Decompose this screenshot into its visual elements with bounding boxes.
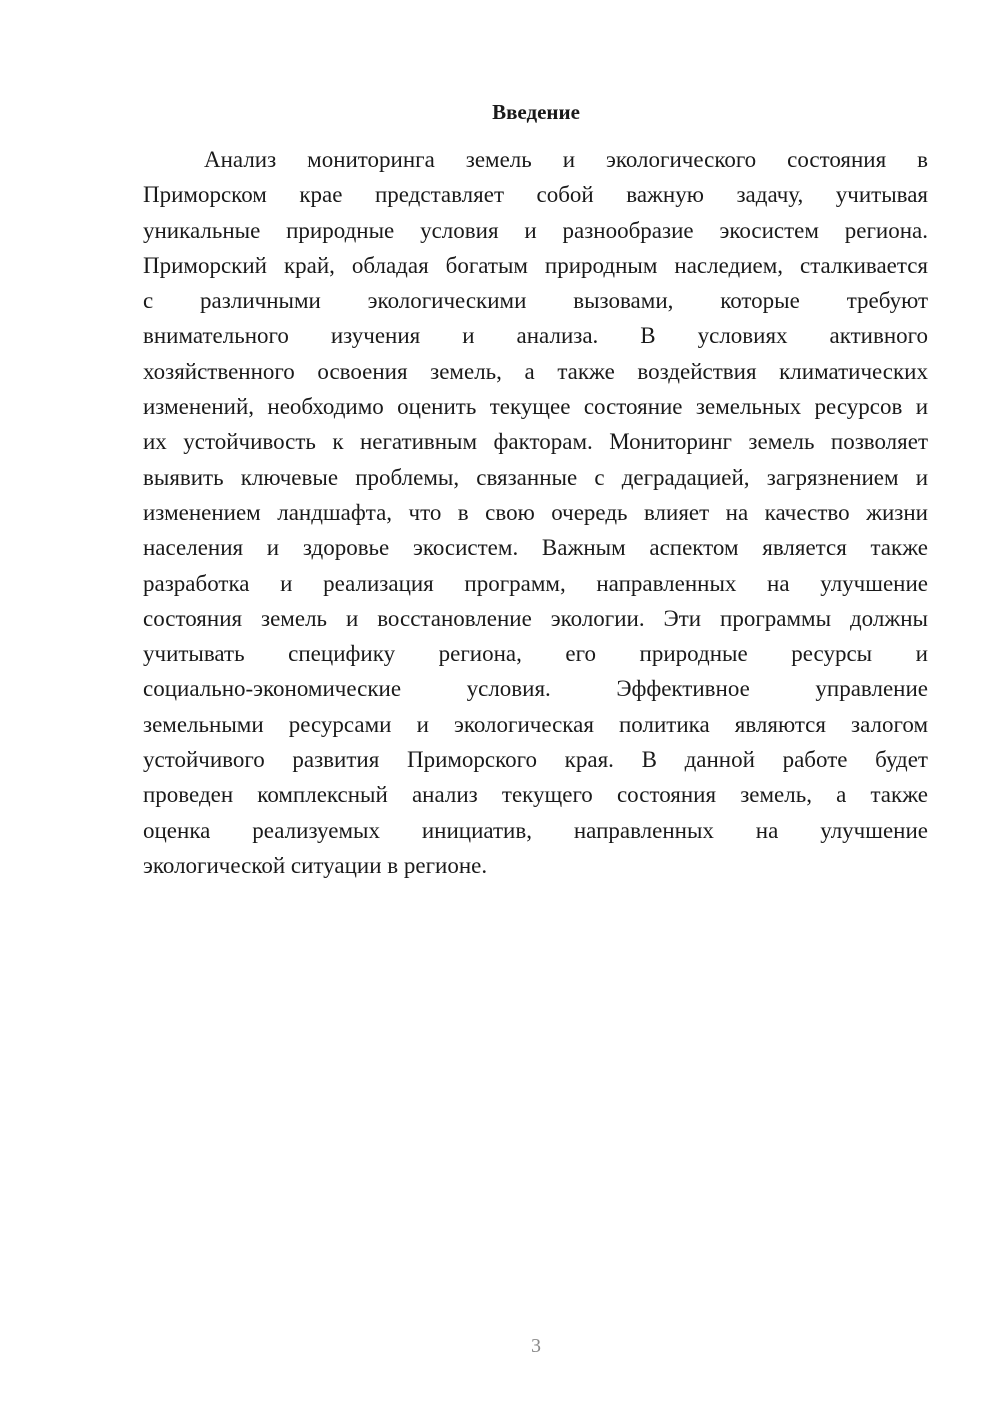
paragraph-line: социально-экономические условия. Эффективное управление (143, 676, 928, 702)
section-heading: Введение (492, 100, 580, 124)
paragraph-line: их устойчивость к негативным факторам. Мониторинг земель позволяет (143, 429, 928, 455)
paragraph-line: Приморский край, обладая богатым природным наследием, сталкивается (143, 252, 928, 278)
paragraph-line: устойчивого развития Приморского края. В данной работе будет (143, 747, 928, 773)
paragraph-line: хозяйственного освоения земель, а также воздействия климатических (143, 358, 928, 384)
introduction-paragraph (143, 142, 928, 883)
paragraph-line: учитывать специфику региона, его природные ресурсы и (143, 641, 928, 667)
paragraph-line: изменением ландшафта, что в свою очередь влияет на качество жизни (143, 499, 928, 525)
paragraph-line: состояния земель и восстановление экологии. Эти программы должны (143, 605, 928, 631)
paragraph-line: уникальные природные условия и разнообразие экосистем региона. (143, 217, 928, 243)
paragraph-line: проведен комплексный анализ текущего состояния земель, а также (143, 782, 928, 808)
paragraph-line: населения и здоровье экосистем. Важным аспектом является также (143, 535, 928, 561)
paragraph-line: Приморском крае представляет собой важную задачу, учитывая (143, 182, 928, 208)
paragraph-line: изменений, необходимо оценить текущее состояние земельных ресурсов и (143, 394, 928, 420)
page-number: 3 (531, 1335, 541, 1357)
paragraph-line: с различными экологическими вызовами, которые требуют (143, 288, 928, 314)
paragraph-line: оценка реализуемых инициатив, направленных на улучшение (143, 817, 928, 843)
paragraph-line: разработка и реализация программ, направленных на улучшение (143, 570, 928, 596)
paragraph-line: земельными ресурсами и экологическая политика являются залогом (143, 711, 928, 737)
paragraph-line: внимательного изучения и анализа. В условиях активного (143, 323, 928, 349)
paragraph-line: экологической ситуации в регионе. (143, 852, 488, 878)
paragraph-line: выявить ключевые проблемы, связанные с деградацией, загрязнением и (143, 464, 928, 490)
paragraph-line: Анализ мониторинга земель и экологического состояния в (204, 147, 928, 172)
